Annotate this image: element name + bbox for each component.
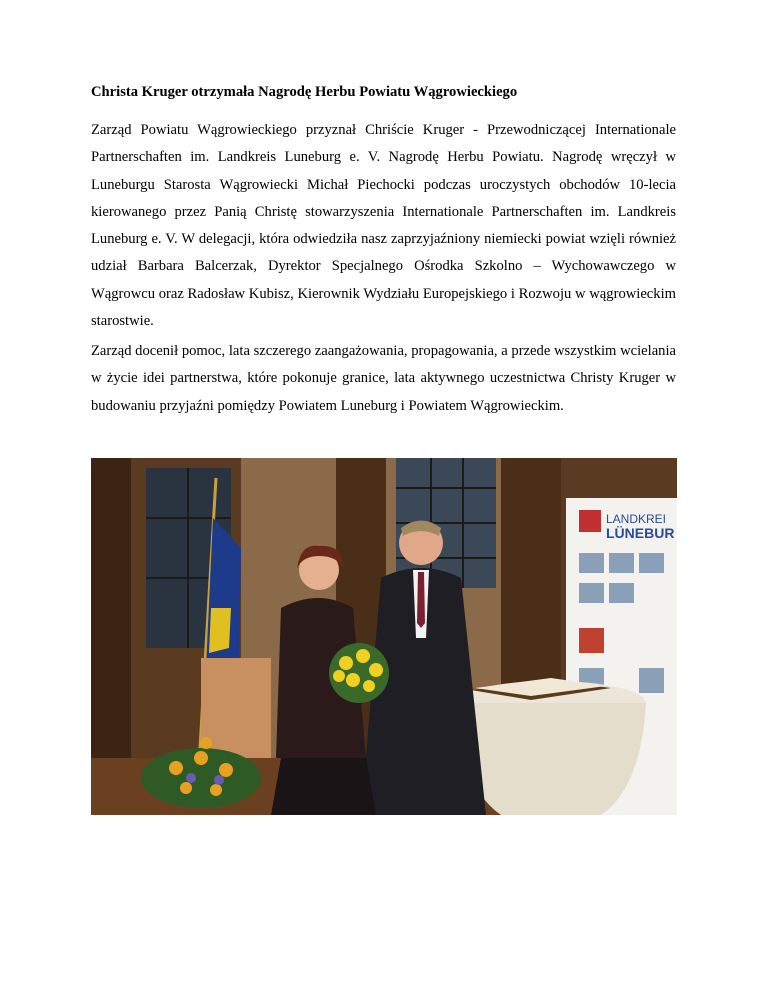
banner-text-line1: LANDKREI [606,512,667,526]
banner-text-line2: LÜNEBUR [606,525,675,541]
paragraph-1: Zarząd Powiatu Wągrowieckiego przyznał Chriście Kruger - Przewodniczącej Internationale Partnerschaften im. Landkreis Luneburg e. V. Nagrodę Herbu Powiatu. Nagrodę wręczył w Luneburgu Starosta Wągrowiecki Michał Piechocki podczas uroczystych obchodów 10-lecia kierowanego przez Panią Christę stowarzyszenia Internationale Partnerschaften im. Landkreis Luneburg e. V. W delegacji, która odwiedziła nasz zaprzyjaźniony niemiecki powiat wzięli również udział Barbara Balcerzak, Dyrektor Specjalnego Ośrodka Szkolno – Wychowawczego w Wągrowcu oraz Radosław Kubisz, Kierownik Wydziału Europejskiego i Rozwoju w wągrowieckim starostwie. [91,122,676,330]
ceremony-photo [91,458,677,815]
article-title: Christa Kruger otrzymała Nagrodę Herbu Powiatu Wągrowieckiego [91,84,518,100]
paragraph-2: Zarząd docenił pomoc, lata szczerego zaangażowania, propagowania, a przede wszystkim wcielania w życie idei partnerstwa, które pokonuje granice, lata aktywnego uczestnictwa Christy Kruger w budowaniu przyjaźni pomiędzy Powiatem Luneburg i Powiatem Wągrowieckim. [91,343,676,414]
